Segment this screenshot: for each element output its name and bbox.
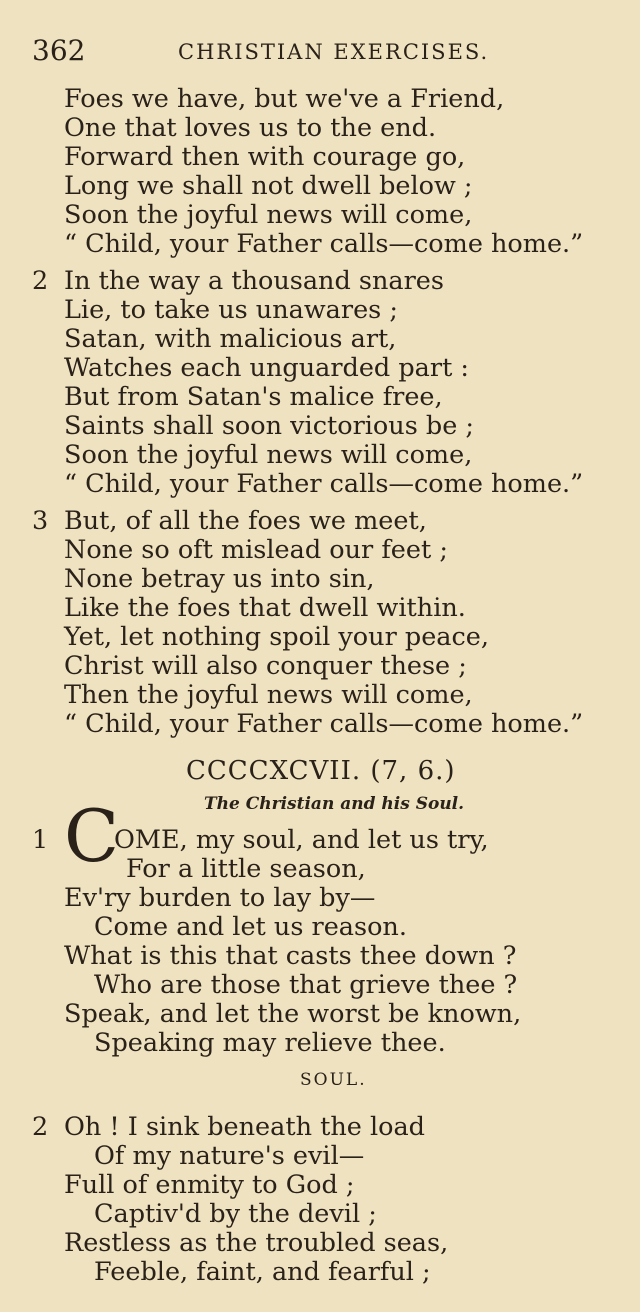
verse-line: Who are those that grieve thee ? xyxy=(94,970,518,1000)
verse-line: Come and let us reason. xyxy=(94,912,407,942)
verse-line: Like the foes that dwell within. xyxy=(64,593,466,623)
verse-line: None so oft mislead our feet ; xyxy=(64,535,448,565)
verse-number: 3 xyxy=(32,506,49,536)
verse-line: Saints shall soon victorious be ; xyxy=(64,411,475,441)
verse-line: Oh ! I sink beneath the load xyxy=(64,1112,425,1142)
verse-line: “ Child, your Father calls—come home.” xyxy=(64,709,584,739)
verse-line: Soon the joyful news will come, xyxy=(64,440,473,470)
hymn-subtitle: The Christian and his Soul. xyxy=(204,794,465,814)
verse-line: Long we shall not dwell below ; xyxy=(64,171,473,201)
verse-line: Yet, let nothing spoil your peace, xyxy=(64,622,489,652)
drop-cap: C xyxy=(64,794,120,878)
verse-line: For a little season, xyxy=(126,854,366,884)
verse-line: Soon the joyful news will come, xyxy=(64,200,473,230)
verse-line: What is this that casts thee down ? xyxy=(64,941,517,971)
page-header xyxy=(32,34,632,68)
verse-line: Full of enmity to God ; xyxy=(64,1170,355,1200)
verse-line: But from Satan's malice free, xyxy=(64,382,443,412)
page-number: 362 xyxy=(32,34,86,67)
verse-line: Christ will also conquer these ; xyxy=(64,651,467,681)
section-label: SOUL. xyxy=(300,1070,367,1090)
verse-line: In the way a thousand snares xyxy=(64,266,444,296)
verse-number: 1 xyxy=(32,825,49,855)
verse-number: 2 xyxy=(32,266,49,296)
verse-line: Then the joyful news will come, xyxy=(64,680,473,710)
verse-line: Forward then with courage go, xyxy=(64,142,466,172)
verse-line: Restless as the troubled seas, xyxy=(64,1228,449,1258)
verse-line: Watches each unguarded part : xyxy=(64,353,470,383)
verse-line: “ Child, your Father calls—come home.” xyxy=(64,229,584,259)
verse-line: One that loves us to the end. xyxy=(64,113,437,143)
verse-line: Foes we have, but we've a Friend, xyxy=(64,84,505,114)
running-title: CHRISTIAN EXERCISES. xyxy=(178,40,490,64)
verse-line: “ Child, your Father calls—come home.” xyxy=(64,469,584,499)
verse-line: Of my nature's evil— xyxy=(94,1141,365,1171)
verse-line: Feeble, faint, and fearful ; xyxy=(94,1257,431,1287)
hymn-title: CCCCXCVII. (7, 6.) xyxy=(186,756,456,786)
verse-line: Captiv'd by the devil ; xyxy=(94,1199,377,1229)
verse-line: Speak, and let the worst be known, xyxy=(64,999,522,1029)
verse-line: Satan, with malicious art, xyxy=(64,324,397,354)
verse-line: But, of all the foes we meet, xyxy=(64,506,427,536)
verse-line: Ev'ry burden to lay by— xyxy=(64,883,376,913)
verse-line: OME, my soul, and let us try, xyxy=(114,825,489,855)
verse-line: Lie, to take us unawares ; xyxy=(64,295,398,325)
verse-line: Speaking may relieve thee. xyxy=(94,1028,446,1058)
verse-number: 2 xyxy=(32,1112,49,1142)
verse-line: None betray us into sin, xyxy=(64,564,375,594)
